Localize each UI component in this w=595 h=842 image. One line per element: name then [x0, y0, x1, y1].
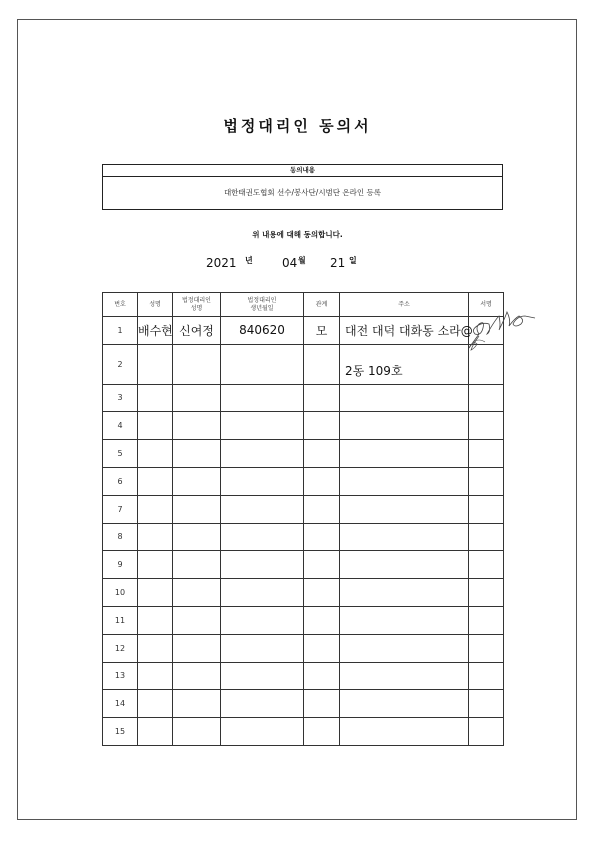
- guardian-name-cell: [173, 344, 221, 384]
- name-cell: [138, 467, 173, 495]
- name-cell: 배수현: [138, 317, 173, 345]
- name-cell: [138, 344, 173, 384]
- address-cell: [340, 690, 469, 718]
- document-title: 법정대리인 동의서: [223, 117, 372, 135]
- guardian-name-cell: [173, 495, 221, 523]
- table-row: [103, 662, 504, 690]
- relation-cell: [304, 718, 340, 746]
- table-row: [103, 467, 504, 495]
- signature-cell: [469, 495, 504, 523]
- relation-cell: [304, 344, 340, 384]
- signature-cell: [469, 662, 504, 690]
- table-row: [103, 551, 504, 579]
- date-month-unit: 월: [298, 256, 306, 265]
- address-cell: [340, 579, 469, 607]
- guardian-name-cell: [173, 467, 221, 495]
- signature-cell: [469, 467, 504, 495]
- table-row: [103, 718, 504, 746]
- signature-cell: [469, 718, 504, 746]
- signature-cell: [469, 384, 504, 412]
- address-cell: [340, 384, 469, 412]
- relation-cell: [304, 384, 340, 412]
- relation-cell: [304, 467, 340, 495]
- name-cell: [138, 606, 173, 634]
- table-row: [103, 412, 504, 440]
- row-number-cell: 5: [103, 440, 138, 468]
- row-number-cell: 4: [103, 412, 138, 440]
- signature-cell: [469, 690, 504, 718]
- guardian-name-cell: [173, 440, 221, 468]
- row-number-cell: 8: [103, 523, 138, 551]
- guardian-name-cell: [173, 579, 221, 607]
- consent-content-box: [102, 164, 503, 210]
- name-cell: [138, 412, 173, 440]
- address-cell: [340, 412, 469, 440]
- row-number-cell: 7: [103, 495, 138, 523]
- address-cell: [340, 551, 469, 579]
- signature-cell: [469, 412, 504, 440]
- guardian-birth-cell: [221, 690, 304, 718]
- relation-cell: [304, 551, 340, 579]
- guardian-birth-cell: [221, 551, 304, 579]
- row-number-cell: 10: [103, 579, 138, 607]
- guardian-birth-cell: [221, 579, 304, 607]
- guardian-birth-cell: [221, 344, 304, 384]
- address-cell: [340, 467, 469, 495]
- guardian-birth-cell: [221, 634, 304, 662]
- row-number-cell: 6: [103, 467, 138, 495]
- relation-cell: [304, 690, 340, 718]
- table-row: [103, 523, 504, 551]
- guardian-birth-cell: [221, 495, 304, 523]
- consent-statement: 위 내용에 대해 동의합니다.: [252, 230, 343, 239]
- name-cell: [138, 690, 173, 718]
- guardian-birth-cell: [221, 523, 304, 551]
- relation-cell: 모: [304, 317, 340, 345]
- table-row: [103, 440, 504, 468]
- guardian-birth-cell: [221, 384, 304, 412]
- name-cell: [138, 384, 173, 412]
- consent-content-body: 대한태권도협회 선수/봉사단/시범단 온라인 등록: [223, 188, 382, 197]
- guardian-name-cell: [173, 662, 221, 690]
- row-number-cell: 12: [103, 634, 138, 662]
- signature-cell: [469, 606, 504, 634]
- signature-cell: [469, 551, 504, 579]
- guardian-name-cell: 신여정: [173, 317, 221, 345]
- guardian-name-cell: [173, 384, 221, 412]
- guardian-birth-cell: [221, 606, 304, 634]
- row-number-cell: 1: [103, 317, 138, 345]
- handwritten-signature: [465, 298, 537, 354]
- guardian-birth-cell: [221, 467, 304, 495]
- name-cell: [138, 718, 173, 746]
- header-guardian-name: 법정대리인 성명: [173, 293, 221, 317]
- address-cell: [340, 495, 469, 523]
- name-cell: [138, 662, 173, 690]
- relation-cell: [304, 440, 340, 468]
- relation-cell: [304, 662, 340, 690]
- header-guardian-birth: 법정대리인 생년월일: [221, 293, 304, 317]
- name-cell: [138, 579, 173, 607]
- relation-cell: [304, 412, 340, 440]
- relation-cell: [304, 634, 340, 662]
- address-cell: 2동 109호: [340, 344, 469, 384]
- header-name: 성명: [138, 293, 173, 317]
- row-number-cell: 13: [103, 662, 138, 690]
- guardian-birth-cell: [221, 440, 304, 468]
- row-number-cell: 3: [103, 384, 138, 412]
- date-day: 21: [330, 256, 346, 270]
- table-header-row: [103, 293, 504, 317]
- relation-cell: [304, 523, 340, 551]
- relation-cell: [304, 606, 340, 634]
- address-cell: [340, 606, 469, 634]
- signature-cell: [469, 523, 504, 551]
- address-cell: [340, 634, 469, 662]
- guardian-table: [102, 292, 504, 746]
- guardian-birth-cell: [221, 718, 304, 746]
- header-no: 번호: [103, 293, 138, 317]
- row-number-cell: 9: [103, 551, 138, 579]
- table-row: [103, 495, 504, 523]
- table-row: [103, 579, 504, 607]
- row-number-cell: 14: [103, 690, 138, 718]
- table-row: [103, 690, 504, 718]
- relation-cell: [304, 579, 340, 607]
- header-signature: 서명: [469, 293, 504, 317]
- guardian-name-cell: [173, 634, 221, 662]
- table-row: [103, 384, 504, 412]
- row-number-cell: 15: [103, 718, 138, 746]
- guardian-name-cell: [173, 412, 221, 440]
- table-row: [103, 634, 504, 662]
- guardian-name-cell: [173, 690, 221, 718]
- guardian-birth-cell: [221, 662, 304, 690]
- address-cell: [340, 440, 469, 468]
- signature-cell: [469, 634, 504, 662]
- guardian-birth-cell: 840620: [221, 317, 304, 345]
- guardian-name-cell: [173, 551, 221, 579]
- date-year: 2021: [206, 256, 237, 270]
- name-cell: [138, 523, 173, 551]
- header-relation: 관계: [304, 293, 340, 317]
- row-number-cell: 2: [103, 344, 138, 384]
- table-row: [103, 606, 504, 634]
- address-cell: [340, 718, 469, 746]
- relation-cell: [304, 495, 340, 523]
- table-row: [103, 317, 504, 345]
- consent-content-header: 동의내용: [103, 165, 502, 177]
- guardian-name-cell: [173, 718, 221, 746]
- row-number-cell: 11: [103, 606, 138, 634]
- date-month: 04: [282, 256, 298, 270]
- date-day-unit: 일: [349, 256, 357, 265]
- name-cell: [138, 495, 173, 523]
- signature-cell: [469, 440, 504, 468]
- name-cell: [138, 551, 173, 579]
- signature-cell: [469, 579, 504, 607]
- guardian-name-cell: [173, 606, 221, 634]
- address-cell: [340, 662, 469, 690]
- header-address: 주소: [340, 293, 469, 317]
- address-cell: [340, 523, 469, 551]
- date-year-unit: 년: [245, 256, 253, 265]
- address-cell: 대전 대덕 대화동 소라@: [340, 317, 469, 345]
- table-row: [103, 344, 504, 384]
- guardian-name-cell: [173, 523, 221, 551]
- guardian-birth-cell: [221, 412, 304, 440]
- name-cell: [138, 634, 173, 662]
- name-cell: [138, 440, 173, 468]
